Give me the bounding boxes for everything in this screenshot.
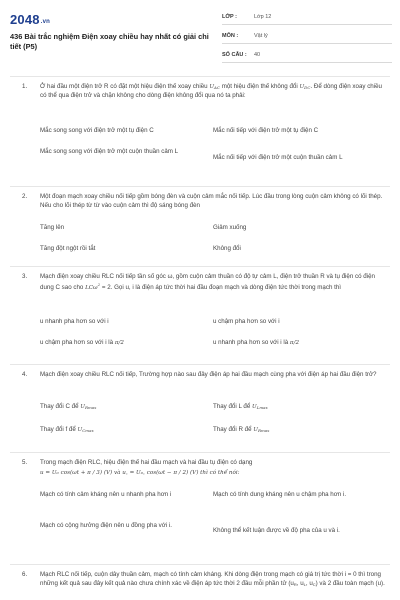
meta-row-mon (222, 29, 392, 44)
symbol: U (209, 84, 215, 90)
question-number: 3. (22, 273, 28, 280)
symbol: U (77, 427, 83, 433)
option-text: Thay đổi C để (40, 403, 81, 410)
question-separator (10, 76, 390, 77)
symbol-u (80, 404, 96, 410)
fraction-pi-over-2: π/2 (289, 340, 300, 346)
question-text: Trong mạch điện RLC, hiệu điện thế hai đầu mạch và hai đầu tụ điện có dạng (40, 459, 253, 466)
document-title: 436 Bài trắc nghiệm Điện xoay chiều hay nhất có giải chi tiết (P5) (10, 32, 209, 51)
logo-suffix: .vn (40, 19, 51, 25)
question-number: 1. (22, 83, 28, 90)
question-2 (0, 186, 400, 266)
symbol-subscript: Rmax (257, 428, 270, 433)
question-separator (10, 186, 390, 187)
question-number: 4. (22, 371, 28, 378)
question-text-part: = 2. Gọi u, i là điện áp tức thời hai đầu đoạn mạch và dòng điện tức thời trong mạch thì (100, 283, 342, 291)
meta-panel (222, 10, 392, 67)
symbol-u-dc (299, 84, 310, 90)
option-c[interactable] (40, 426, 94, 435)
option-a[interactable]: Tăng lên (40, 224, 65, 231)
meta-row-lop (222, 10, 392, 25)
symbol-subscript: Cmax (82, 428, 94, 433)
option-a[interactable] (40, 403, 96, 412)
option-text: Thay đổi L để (213, 403, 252, 410)
question-separator (10, 364, 390, 365)
formula: LCω (85, 284, 98, 291)
symbol-subscript: AC (214, 85, 220, 90)
option-d[interactable]: Không đổi (213, 245, 241, 252)
question-text-part: một hiệu điện thế không đổi (219, 83, 300, 90)
subscript: C (312, 581, 316, 587)
option-text: Thay đổi f để (40, 426, 78, 433)
question-text-part: . Để dòng điện xoay chiều có thể qua điện trở và chặn không cho dòng điện không đổi qua nó ta phải: (40, 83, 383, 99)
question-text-part: , u (305, 579, 313, 587)
symbol: U (251, 404, 257, 410)
symbol-u (253, 427, 269, 433)
option-b[interactable]: Giảm xuống (213, 224, 247, 231)
header (0, 0, 400, 64)
question-6 (0, 564, 400, 600)
option-text: u chậm pha hơn so với i là (40, 339, 115, 346)
question-text-part: , u (296, 579, 304, 587)
symbol-subscript: DC (304, 85, 311, 90)
formula-superscript: 2 (97, 281, 101, 287)
symbol-u-ac (209, 84, 220, 90)
option-d[interactable] (213, 426, 269, 435)
question-number: 2. (22, 193, 28, 200)
question-text-part: Mạch RLC nối tiếp, cuộn dây thuần cảm, mạch có tính cảm kháng. Khi dòng điện trong mạch có giá trị tức thời i = 0 thì trong những kết quả sau đây kết quả nào chưa chính xác về điện áp tức thời 2 đầu mỗi phần tử (u (40, 571, 381, 587)
question-1 (0, 76, 400, 186)
fraction-numerator: π (114, 340, 119, 346)
meta-label-lop: LỚP : (222, 14, 237, 20)
option-c[interactable] (40, 339, 124, 348)
question-text: Mạch điện xoay chiều RLC nối tiếp, Trường hợp nào sau đây điện áp hai đầu mạch cùng pha với điện áp hai đầu điện trở? (40, 371, 377, 378)
option-c[interactable]: Mắc song song với điện trở một cuộn thuần cảm L (40, 148, 179, 155)
question-text-part: Ở hai đầu một điện trở R có đặt một hiệu điện thế xoay chiều (40, 83, 210, 90)
question-3 (0, 266, 400, 364)
option-b[interactable] (213, 403, 268, 412)
meta-value-mon: Vật lý (254, 33, 268, 39)
question-text (40, 83, 385, 101)
option-text: Thay đổi R để (213, 426, 254, 433)
question-5 (0, 452, 400, 564)
symbol: U (299, 84, 305, 90)
meta-label-socau: SỐ CÂU : (222, 52, 247, 58)
option-d[interactable] (213, 339, 299, 348)
formula-lc-omega (85, 281, 101, 291)
symbol-u (78, 427, 94, 433)
option-c[interactable]: Tăng đột ngột rồi tắt (40, 245, 96, 252)
symbol-subscript: Lmax (256, 405, 268, 410)
question-separator (10, 266, 390, 267)
option-text: u nhanh pha hơn so với i là (213, 339, 290, 346)
option-b[interactable]: Mắc nối tiếp với điện trở một tụ điện C (213, 127, 319, 134)
subscript: R (293, 581, 297, 587)
symbol: U (80, 404, 85, 410)
question-number: 6. (22, 571, 28, 578)
question-separator (10, 452, 390, 453)
meta-row-socau (222, 48, 392, 63)
symbol-u (252, 404, 268, 410)
option-d[interactable]: Không thể kết luận được về độ pha của u và i. (213, 527, 340, 534)
option-a[interactable]: u nhanh pha hơn so với i (40, 318, 109, 325)
symbol: U (253, 427, 258, 433)
question-text-part: Mạch điện xoay chiều RLC nối tiếp tần số góc ω, gồm cuộn cảm thuần có độ tự cảm L, điện trở thuần R và tụ điện có điện dung C sao cho (40, 273, 375, 291)
symbol-subscript: Rmax (84, 405, 97, 410)
option-a[interactable]: Mạch có tính cảm kháng nên u nhanh pha hơn i (40, 491, 172, 498)
question-separator (10, 564, 390, 565)
question-text: Một đoạn mạch xoay chiều nối tiếp gồm bóng đèn và cuộn cảm mắc nối tiếp. Lúc đầu trong lòng cuộn cảm không có lõi thép. Nếu cho lõi thép từ từ vào cuộn cảm thì độ sáng bóng đèn (40, 193, 383, 209)
option-b[interactable]: u chậm pha hơn so với i (213, 318, 280, 325)
question-number: 5. (22, 459, 28, 466)
fraction-denominator: 2 (120, 340, 124, 346)
meta-value-socau: 40 (254, 52, 261, 58)
question-4 (0, 364, 400, 452)
question-text (40, 273, 385, 293)
option-a[interactable]: Mắc song song với điện trở một tụ điện C (40, 127, 154, 134)
meta-value-lop: Lớp 12 (254, 14, 272, 20)
fraction-numerator: π (289, 340, 294, 346)
option-d[interactable]: Mắc nối tiếp với điện trở một cuộn thuần cảm L (213, 154, 343, 161)
fraction-pi-over-2: π/2 (114, 340, 124, 346)
logo[interactable] (10, 12, 50, 27)
fraction-denominator: 2 (295, 340, 300, 346)
logo-brand: 2048 (10, 12, 40, 27)
question-text-part: ) và 2 đầu toàn mạch (u). (315, 579, 385, 587)
subscript: L (303, 581, 306, 587)
question-text (40, 571, 385, 589)
option-c[interactable]: Mạch có cộng hưởng điện nên u đồng pha với i. (40, 522, 172, 529)
question-formula: u = U₀ cos(ωt + π / 3) (V) và u꜀ = U₀꜀ cos(ωt − π / 2) (V) thì có thể nói: (40, 470, 240, 476)
meta-label-mon: MÔN : (222, 33, 239, 39)
option-b[interactable]: Mạch có tính dung kháng nên u chậm pha hơn i. (213, 491, 347, 498)
